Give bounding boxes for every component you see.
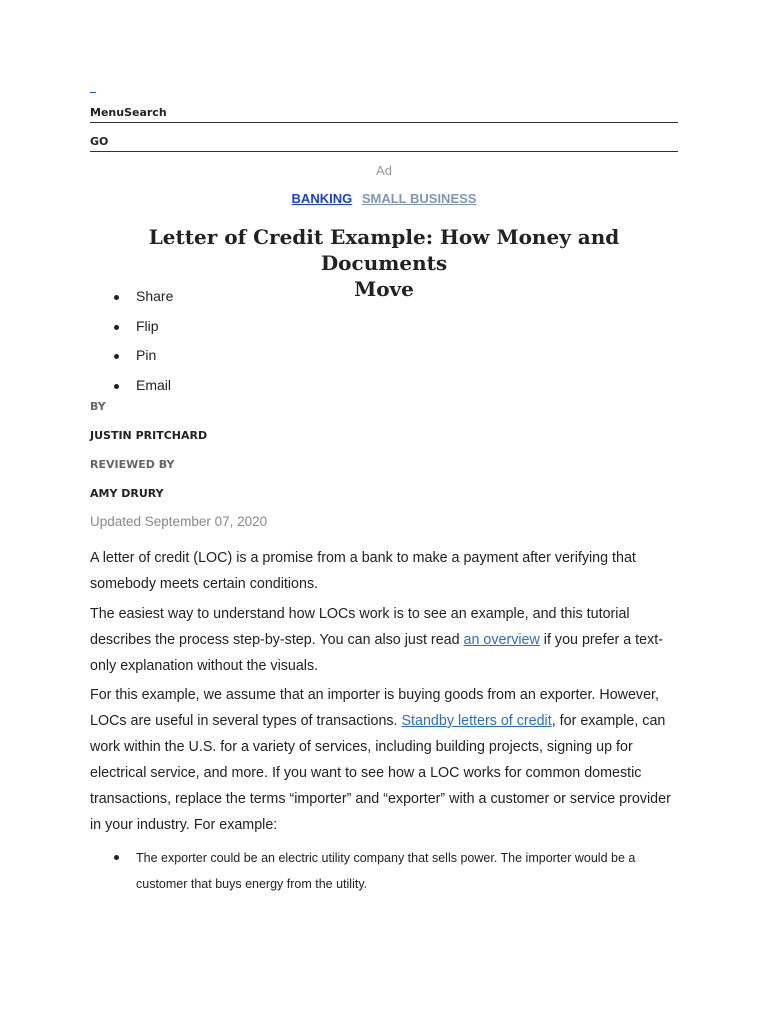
article-title-line1: Letter of Credit Example: How Money and Documents bbox=[148, 225, 620, 275]
share-list bbox=[90, 287, 173, 405]
paragraph-3-text-a: For this example, we assume that an importer is buying goods from an exporter. However, LOCs are useful in several types of transactions. bbox=[90, 687, 659, 729]
category-banking-link[interactable]: BANKING bbox=[291, 191, 353, 206]
paragraph-2-text-a: The easiest way to understand how LOCs work is to see an example, and this tutorial describes the process step-by-step. You can also just read bbox=[90, 606, 630, 648]
article-title bbox=[90, 224, 678, 302]
menu-search-bar[interactable] bbox=[90, 106, 678, 123]
share-item-pin[interactable]: Pin bbox=[90, 346, 173, 376]
category-small-business-link[interactable]: SMALL BUSINESS bbox=[361, 191, 477, 206]
author-name[interactable]: JUSTIN PRITCHARD bbox=[90, 429, 208, 442]
example-list bbox=[90, 845, 680, 897]
category-links bbox=[0, 191, 768, 206]
paragraph-2-text-b: if you prefer a text-only explanation without the visuals. bbox=[90, 632, 663, 674]
share-item-share[interactable]: Share bbox=[90, 287, 173, 317]
paragraph-2 bbox=[90, 601, 680, 679]
reviewed-by-label: REVIEWED BY bbox=[90, 458, 175, 471]
reviewer-name[interactable]: AMY DRURY bbox=[90, 487, 164, 500]
top-link[interactable] bbox=[90, 86, 96, 93]
overview-link[interactable]: an overview bbox=[463, 632, 540, 648]
share-item-email[interactable]: Email bbox=[90, 376, 173, 406]
updated-date: Updated September 07, 2020 bbox=[90, 514, 268, 529]
menu-search-label[interactable]: MenuSearch bbox=[90, 106, 167, 119]
share-item-flip[interactable]: Flip bbox=[90, 317, 173, 347]
paragraph-3 bbox=[90, 682, 680, 838]
standby-letters-link[interactable]: Standby letters of credit bbox=[401, 713, 552, 729]
go-bar[interactable] bbox=[90, 135, 678, 152]
go-button[interactable]: GO bbox=[90, 135, 109, 148]
ad-label: Ad bbox=[376, 163, 392, 178]
list-item: The exporter could be an electric utility company that sells power. The importer would be a customer that buys energy from the utility. bbox=[90, 845, 680, 897]
by-label: BY bbox=[90, 400, 106, 413]
paragraph-3-text-b: , for example, can work within the U.S. for a variety of services, including building projects, signing up for electrical service, and more. If you want to see how a LOC works for common domestic transactions, replace the terms “importer” and “exporter” with a customer or service provider in your industry. For example: bbox=[90, 713, 671, 833]
paragraph-1: A letter of credit (LOC) is a promise from a bank to make a payment after verifying that somebody meets certain conditions. bbox=[90, 550, 636, 592]
article-title-line2: Move bbox=[354, 277, 414, 301]
